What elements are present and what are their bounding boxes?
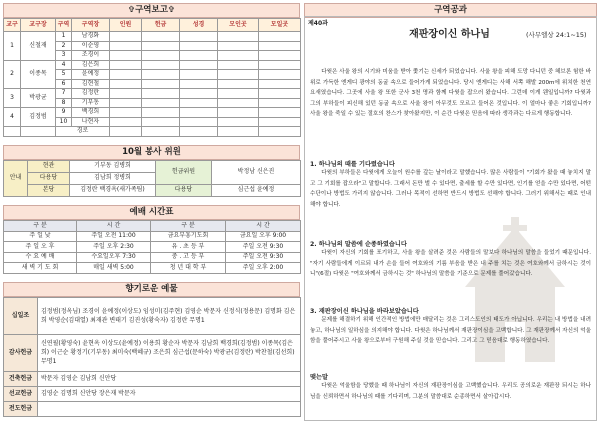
zone-cell: 7 bbox=[56, 89, 72, 99]
service-title: 10월 봉사 위원 bbox=[3, 145, 300, 160]
worship-cell: 청 년 대 학 부 bbox=[151, 263, 226, 274]
service-place-2: 다용당 bbox=[156, 184, 212, 196]
worship-cell: 수 요 예 배 bbox=[4, 252, 77, 263]
zone-leader-cell: 이순영 bbox=[72, 41, 110, 51]
worship-cell: 매일 새벽 5:00 bbox=[77, 263, 151, 274]
worship-cell: 주일 오전 11:00 bbox=[77, 231, 151, 242]
left-column bbox=[3, 3, 300, 417]
point3-text: 문제를 해결하기 위해 인간적인 방법에만 매달리는 것은 그리스도인의 태도가 아닙니다. 우리는 내 방법을 내려놓고, 하나님의 일하심을 의지해야 합니다. 다윗은 하나님께서 재판장이심을 고백합니다. 그 재판장께서 자신의 억울함을 풀어주시고 사울 왕으로부터 구원해 주실 것을 믿습니다. 그리고 그 믿음대로 행동하였습니다. bbox=[310, 317, 591, 345]
worship-title: 예배 시간표 bbox=[3, 205, 300, 220]
offering-names bbox=[38, 401, 301, 416]
offering-table bbox=[3, 297, 301, 417]
offering-label: 십일조 bbox=[4, 297, 38, 334]
worship-cell: 금요일 오후 9:00 bbox=[226, 231, 301, 242]
conclusion-text: 다윗은 억울함을 당했을 때 하나님이 자신의 재판장이심을 고백했습니다. 우리도 공의로운 재판장 되시는 하나님을 신뢰하면서 하나님의 때를 기다리며, 그분의 말씀대로 순종하면서 살아갑시다. bbox=[310, 383, 591, 400]
parish-cell: 3 bbox=[4, 89, 21, 108]
parish-leader-cell: 김정범 bbox=[21, 108, 56, 127]
worship-col-time: 시 간 bbox=[77, 220, 151, 231]
point3-title: 3. 재판장이신 하나님을 바라보았습니다 bbox=[310, 308, 419, 315]
table-row bbox=[4, 297, 301, 334]
service-place: 현관 bbox=[28, 160, 70, 172]
offering-committee-names: 박정남 신은진 bbox=[212, 160, 301, 184]
offering-label: 건축헌금 bbox=[4, 371, 38, 386]
worship-col-type-2: 구 분 bbox=[151, 220, 226, 231]
service-names: 김정란 백경옥(새가족팀) bbox=[70, 184, 156, 196]
zone-report-table bbox=[3, 18, 301, 137]
table-row bbox=[4, 32, 301, 42]
parish-leader-cell: 이종목 bbox=[21, 60, 56, 89]
table-row bbox=[4, 89, 301, 99]
conclusion-title: 맺는말 bbox=[310, 374, 328, 381]
parish-cell: 4 bbox=[4, 108, 21, 127]
lesson-number: 제40과 bbox=[308, 20, 328, 27]
offering-committee-label: 헌금위원 bbox=[156, 160, 212, 184]
table-row bbox=[4, 184, 301, 196]
zone-leader-cell: 김현철 bbox=[72, 79, 110, 89]
offering-names: 신연필(황영숙) 윤현옥 이상도(윤예정) 이용희 황순자 박문자 김남희 백경희(김정범) 이종목(김은희) 이근순 황정기(기부동) 최미숙(백혜규) 조은희 심근섭(문하숙) 박광균(김정란) 박찬철(김선희) 무명1 bbox=[38, 334, 301, 371]
service-names: 김남희 정병희 bbox=[70, 172, 156, 184]
worship-cell: 주일 오전 9:30 bbox=[226, 252, 301, 263]
col-people: 인원 bbox=[110, 19, 142, 32]
table-row bbox=[4, 263, 301, 274]
parish-cell: 1 bbox=[4, 32, 21, 61]
col-bible: 성경 bbox=[180, 19, 218, 32]
worship-cell: 유 . 초 등 부 bbox=[151, 242, 226, 253]
offering-label: 감사헌금 bbox=[4, 334, 38, 371]
point1-text: 다윗의 부하들은 다윗에게 오늘이 원수를 갚는 날이라고 말했습니다. 많은 사람들이 "기회가 왔을 때 놓치지 말고 그 기회를 잡으라"고 말합니다. 그래서 돈만 벌 수 있다면, 출세를 할 수만 있다면, 인기를 얻을 수만 있다면, 어떤 수단이나 방법도 가리지 않습니다. 그러나 목적이 선하면 반드시 방법도 선해야 합니다. 그러기 위해서는 때로 인내해야 합니다. bbox=[310, 170, 591, 208]
worship-header-row bbox=[4, 220, 301, 231]
zone-cell: 2 bbox=[56, 41, 72, 51]
table-row bbox=[4, 386, 301, 401]
sermon-title: 재판장이신 하나님 bbox=[409, 29, 490, 40]
zone-cell: 4 bbox=[56, 60, 72, 70]
zone-leader-cell: 윤예정 bbox=[72, 70, 110, 80]
col-zone-leader: 구역장 bbox=[72, 19, 110, 32]
point2-title: 2. 하나님의 말씀에 순종하였습니다 bbox=[310, 241, 407, 248]
zone-leader-cell: 김정란 bbox=[72, 89, 110, 99]
zone-cell: 9 bbox=[56, 108, 72, 118]
parish-cell: 2 bbox=[4, 60, 21, 89]
elders-label: 경로 bbox=[56, 127, 110, 137]
worship-cell: 중 . 고 등 부 bbox=[151, 252, 226, 263]
table-row bbox=[4, 242, 301, 253]
guide-label: 안내 bbox=[4, 160, 28, 196]
worship-cell: 수요일오후 7:30 bbox=[77, 252, 151, 263]
service-place: 본당 bbox=[28, 184, 70, 196]
zone-leader-cell: 기부동 bbox=[72, 98, 110, 108]
table-row bbox=[4, 108, 301, 118]
table-row bbox=[4, 127, 301, 137]
zone-cell: 3 bbox=[56, 51, 72, 61]
service-table bbox=[3, 160, 301, 197]
worship-col-time-2: 시 간 bbox=[226, 220, 301, 231]
zone-cell: 5 bbox=[56, 70, 72, 80]
service-names: 기부동 김병희 bbox=[70, 160, 156, 172]
col-zone: 구역 bbox=[56, 19, 72, 32]
zone-leader-cell: 남경화 bbox=[72, 32, 110, 42]
point2-text: 다윗이 자신의 기회를 포기하고, 사울 왕을 살려준 것은 사람들의 말보다 하나님의 말씀을 들었기 때문입니다. "자기 사람들에게 이르되 내가 손을 들어 여호와의 기름 부음을 받은 내 주를 치는 것은 여호와께서 금하시는 것이니"(6절) 다윗은 "여호와께서 금하시는 것" 하나님의 말씀을 기준으로 문제를 풀어갔습니다. bbox=[310, 250, 591, 278]
lesson-header: 구역공과 bbox=[304, 3, 597, 18]
worship-cell: 새 벽 기 도 회 bbox=[4, 263, 77, 274]
right-column bbox=[304, 3, 597, 421]
worship-cell: 주 일 낮 bbox=[4, 231, 77, 242]
zone-cell: 8 bbox=[56, 98, 72, 108]
offering-names: 김영순 김명희 신안당 장은재 박문자 bbox=[38, 386, 301, 401]
offering-label: 선교헌금 bbox=[4, 386, 38, 401]
zone-report-title: ✞구역보고✞ bbox=[3, 3, 300, 18]
col-offering: 헌금 bbox=[142, 19, 180, 32]
offering-title: 향기로운 예물 bbox=[3, 282, 300, 297]
table-row bbox=[4, 252, 301, 263]
service-place: 다용당 bbox=[28, 172, 70, 184]
intro-text: 다윗은 사울 왕의 시기와 미움을 받아 쫓기는 신세가 되었습니다. 사울 왕을 피해 도망 다니던 중 헤브론 험한 바위로 가득한 엔게디 광야의 동굴 속으로 들어가게 되었습니다. 당시 엔게디는 사해 서쪽 해발 200m에 위치한 천연요새였습니다. 그곳에 사울 왕 또한 군사 3천 명과 함께 다윗을 잡으러 왔습니다. 그런데 이게 웬일입니까? 다윗과 그의 부하들이 피신해 있던 동굴 속으로 사울 왕이 아무것도 모르고 들어온 것입니다. 이 얼마나 좋은 기회입니까? 사울 왕을 죽일 수 있는 절호의 찬스가 찾아왔지만, 이 순간 다윗은 믿음에 따라 생각과는 다르게 행동합니다. bbox=[310, 69, 591, 118]
table-row bbox=[4, 371, 301, 386]
service-names-2: 심근섭 윤예정 bbox=[212, 184, 301, 196]
table-row bbox=[4, 160, 301, 172]
worship-table bbox=[3, 220, 301, 274]
table-row bbox=[4, 231, 301, 242]
zone-leader-cell: 백경희 bbox=[72, 108, 110, 118]
worship-cell: 주일 오후 2:00 bbox=[226, 263, 301, 274]
zone-leader-cell: 나현자 bbox=[72, 117, 110, 127]
col-parish-leader: 교구장 bbox=[21, 19, 56, 32]
offering-names: 박문자 김영순 김남희 신안당 bbox=[38, 371, 301, 386]
offering-names: 김정범(정옥님) 조경이 윤예정(이상도) 임성미(김주현) 김영순 박문자 신정식(정용문) 김명화 김은희 박영순(김대열) 최재관 변태기 김진성(황숙자) 김정란 무명1 bbox=[38, 297, 301, 334]
col-parish: 교구 bbox=[4, 19, 21, 32]
table-row bbox=[4, 401, 301, 416]
worship-cell: 주일 오후 2:30 bbox=[77, 242, 151, 253]
zone-cell: 6 bbox=[56, 79, 72, 89]
worship-cell: 금요부흥기도회 bbox=[151, 231, 226, 242]
point1-title: 1. 하나님의 때를 기다렸습니다 bbox=[310, 161, 395, 168]
scripture-reference: (사무엘상 24:1~15) bbox=[526, 31, 587, 39]
col-met-place: 모인곳 bbox=[218, 19, 259, 32]
worship-cell: 주일 오전 9:30 bbox=[226, 242, 301, 253]
parish-leader-cell: 신철재 bbox=[21, 32, 56, 61]
offering-label: 전도헌금 bbox=[4, 401, 38, 416]
zone-leader-cell: 김은희 bbox=[72, 60, 110, 70]
col-meet-place: 모일곳 bbox=[259, 19, 301, 32]
zone-header-row bbox=[4, 19, 301, 32]
zone-cell: 1 bbox=[56, 32, 72, 42]
worship-col-type: 구 분 bbox=[4, 220, 77, 231]
table-row bbox=[4, 334, 301, 371]
zone-leader-cell: 조경이 bbox=[72, 51, 110, 61]
worship-cell: 주 일 오 후 bbox=[4, 242, 77, 253]
parish-leader-cell: 박광균 bbox=[21, 89, 56, 108]
table-row bbox=[4, 60, 301, 70]
zone-cell: 10 bbox=[56, 117, 72, 127]
